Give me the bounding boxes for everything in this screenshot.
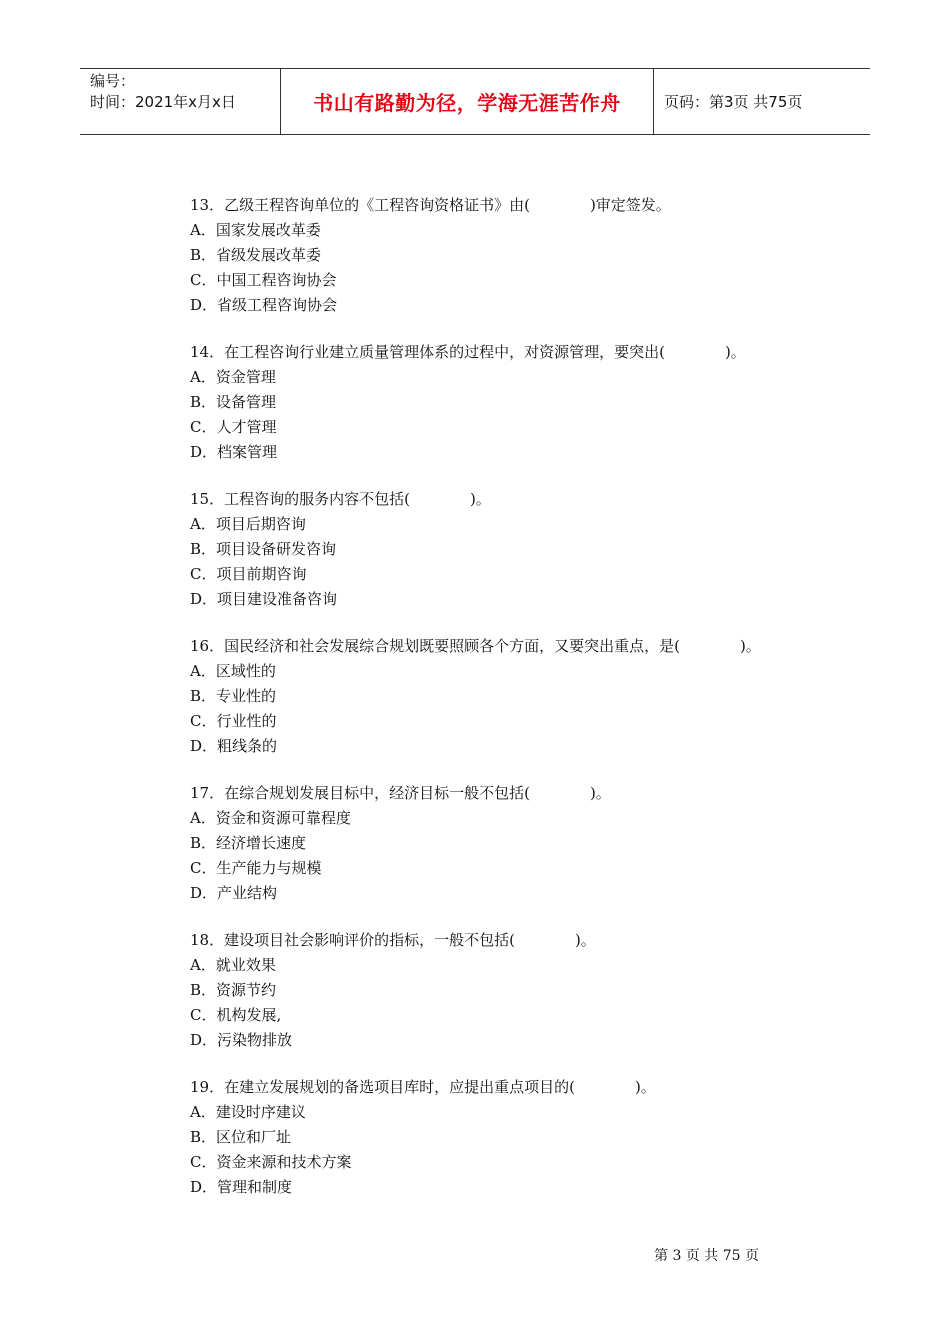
option-c: C．资金来源和技术方案 (190, 1153, 352, 1171)
question-19 (190, 1075, 850, 1200)
option-d: D．省级工程咨询协会 (190, 296, 338, 314)
header-motto: 书山有路勤为径，学海无涯苦作舟 (281, 69, 654, 134)
option-d: D．产业结构 (190, 884, 278, 902)
option-b: B．设备管理 (190, 393, 277, 411)
time-label: 时间：2021年x月x日 (90, 93, 236, 111)
option-b: B．区位和厂址 (190, 1128, 292, 1146)
option-a: A．就业效果 (190, 956, 276, 974)
question-stem: 14．在工程咨询行业建立质量管理体系的过程中，对资源管理，要突出( )。 (190, 343, 746, 361)
option-a: A．资金和资源可靠程度 (190, 809, 351, 827)
number-label: 编号： (90, 72, 136, 90)
question-stem: 17．在综合规划发展目标中，经济目标一般不包括( )。 (190, 784, 611, 802)
question-stem: 16．国民经济和社会发展综合规划既要照顾各个方面，又要突出重点，是( )。 (190, 637, 761, 655)
option-d: D．污染物排放 (190, 1031, 293, 1049)
option-d: D．粗线条的 (190, 737, 278, 755)
question-17 (190, 781, 850, 906)
option-b: B．项目设备研发咨询 (190, 540, 337, 558)
option-b: B．经济增长速度 (190, 834, 307, 852)
question-15 (190, 487, 850, 612)
header-meta (80, 69, 281, 134)
option-a: A．区域性的 (190, 662, 276, 680)
question-stem: 19．在建立发展规划的备选项目库时，应提出重点项目的( )。 (190, 1078, 656, 1096)
page-header (80, 68, 870, 135)
option-c: C．中国工程咨询协会 (190, 271, 337, 289)
option-d: D．管理和制度 (190, 1178, 293, 1196)
option-c: C．机构发展, (190, 1006, 282, 1024)
option-a: A．国家发展改革委 (190, 221, 321, 239)
option-c: C．生产能力与规模 (190, 859, 322, 877)
option-b: B．资源节约 (190, 981, 277, 999)
option-c: C．行业性的 (190, 712, 277, 730)
question-stem: 13．乙级王程咨询单位的《工程咨询资格证书》由( )审定签发。 (190, 196, 671, 214)
option-b: B．专业性的 (190, 687, 277, 705)
question-list (190, 193, 850, 1222)
question-stem: 18．建设项目社会影响评价的指标，一般不包括( )。 (190, 931, 596, 949)
option-a: A．项目后期咨询 (190, 515, 306, 533)
option-c: C．项目前期咨询 (190, 565, 307, 583)
question-13 (190, 193, 850, 318)
header-page-info: 页码：第3页 共75页 (664, 93, 803, 111)
option-a: A．建设时序建议 (190, 1103, 306, 1121)
question-16 (190, 634, 850, 759)
question-14 (190, 340, 850, 465)
question-18 (190, 928, 850, 1053)
question-stem: 15．工程咨询的服务内容不包括( )。 (190, 490, 491, 508)
option-c: C．人才管理 (190, 418, 277, 436)
option-a: A．资金管理 (190, 368, 276, 386)
option-d: D．项目建设准备咨询 (190, 590, 338, 608)
option-b: B．省级发展改革委 (190, 246, 322, 264)
page-footer: 第 3 页 共 75 页 (654, 1248, 759, 1264)
option-d: D．档案管理 (190, 443, 278, 461)
